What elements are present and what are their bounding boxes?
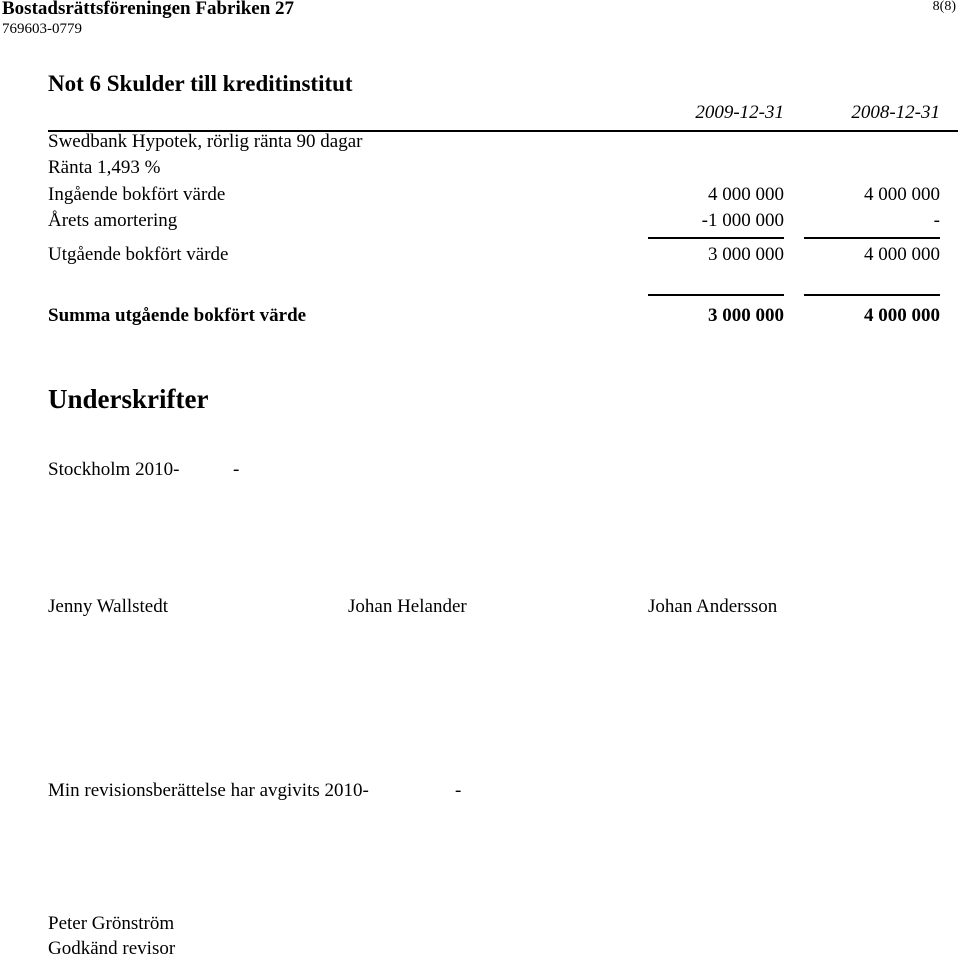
table-row-label: Ingående bokfört värde [48, 184, 226, 205]
column-header-2009: 2009-12-31 [695, 102, 784, 123]
signer-name: Johan Andersson [648, 596, 778, 617]
total-rule-2009 [648, 294, 784, 296]
lender-label: Swedbank Hypotek, rörlig ränta 90 dagar [48, 131, 363, 152]
total-rule-2008 [804, 294, 940, 296]
interest-rate-label: Ränta 1,493 % [48, 157, 161, 178]
subtotal-rule-2008 [804, 237, 940, 239]
auditor-title: Godkänd revisor [48, 938, 176, 959]
audit-dash: - [455, 780, 462, 801]
table-cell-2009: 4 000 000 [708, 184, 784, 205]
page-number: 8(8) [932, 0, 956, 14]
table-row-label: Årets amortering [48, 210, 178, 231]
place-date-dash: - [233, 459, 240, 480]
total-2009: 3 000 000 [708, 305, 784, 326]
table-cell-2008: 4 000 000 [864, 244, 940, 265]
table-row-label: Utgående bokfört värde [48, 244, 229, 265]
signer-name: Johan Helander [348, 596, 467, 617]
organization-name: Bostadsrättsföreningen Fabriken 27 [2, 0, 295, 19]
subtotal-rule-2009 [648, 237, 784, 239]
total-label: Summa utgående bokfört värde [48, 305, 307, 326]
total-2008: 4 000 000 [864, 305, 940, 326]
table-cell-2008: 4 000 000 [864, 184, 940, 205]
signer-name: Jenny Wallstedt [48, 596, 169, 617]
table-cell-2009: 3 000 000 [708, 244, 784, 265]
audit-statement: Min revisionsberättelse har avgivits 2010- [48, 780, 369, 801]
table-cell-2008: - [933, 210, 940, 231]
table-cell-2009: -1 000 000 [701, 210, 784, 231]
column-header-2008: 2008-12-31 [851, 102, 940, 123]
place-date: Stockholm 2010- [48, 459, 180, 480]
note-title: Not 6 Skulder till kreditinstitut [48, 71, 353, 96]
organization-number: 769603-0779 [2, 21, 82, 37]
signatures-heading: Underskrifter [48, 384, 209, 414]
auditor-name: Peter Grönström [48, 913, 175, 934]
